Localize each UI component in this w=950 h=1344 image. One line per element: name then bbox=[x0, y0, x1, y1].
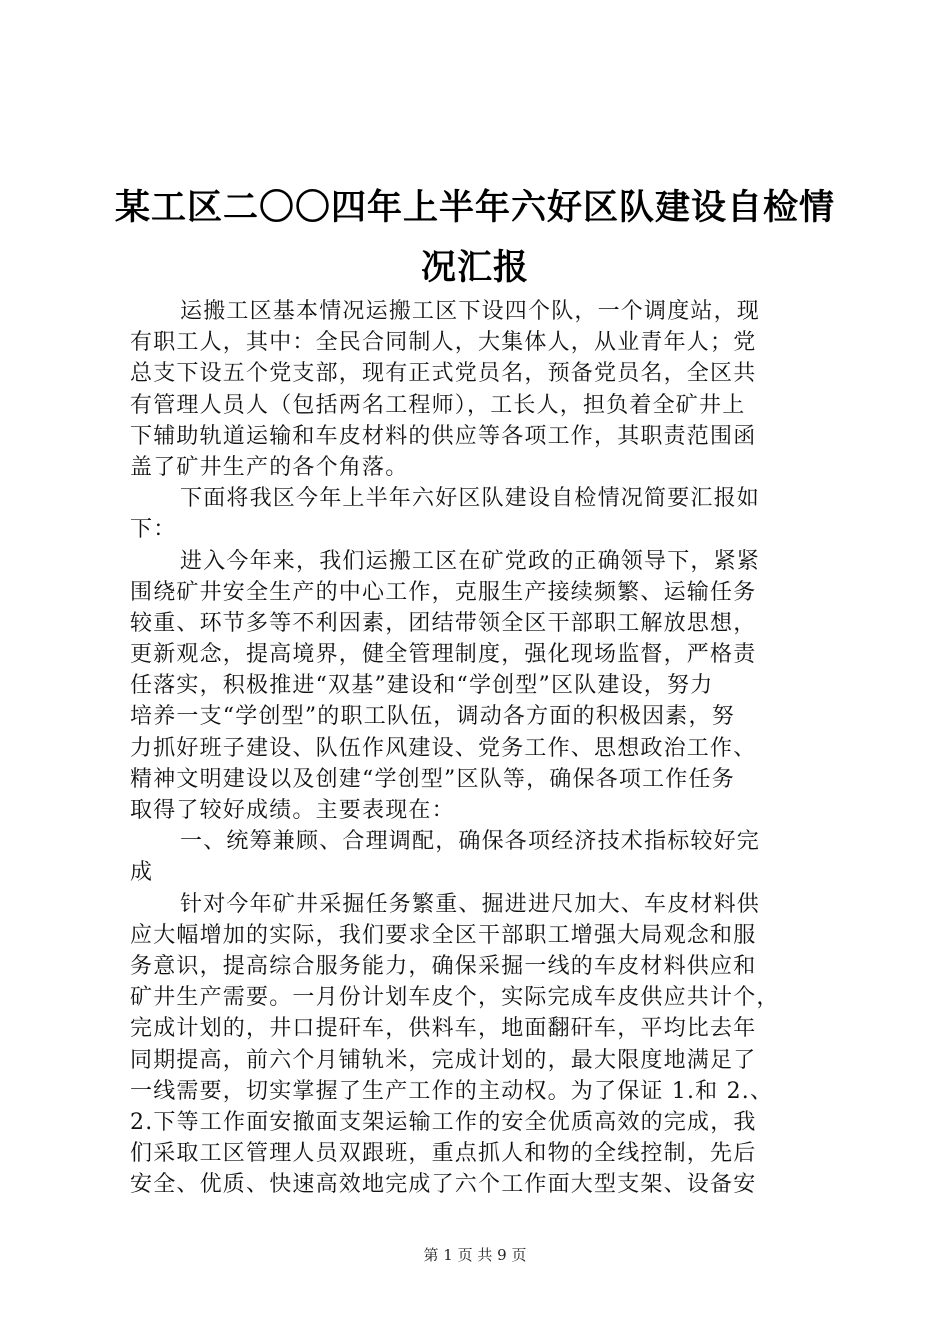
body-line: 一线需要，切实掌握了生产工作的主动权。为了保证 1.和 2.、 bbox=[130, 1078, 774, 1104]
body-line: 取得了较好成绩。主要表现在： bbox=[130, 798, 455, 823]
body-line: 有管理人员人（包括两名工程师），工长人，担负着全矿井上 bbox=[130, 392, 746, 418]
section-heading-continued: 成 bbox=[130, 860, 154, 886]
document-body bbox=[130, 296, 836, 1200]
body-line: 较重、环节多等不利因素，团结带领全区干部职工解放思想， bbox=[130, 610, 757, 636]
body-line: 同期提高，前六个月铺轨米，完成计划的，最大限度地满足了 bbox=[130, 1047, 757, 1073]
body-line: 有职工人，其中：全民合同制人，大集体人，从业青年人；党 bbox=[130, 330, 757, 356]
body-line: 务意识，提高综合服务能力，确保采掘一线的车皮材料供应和 bbox=[130, 953, 757, 979]
body-line: 更新观念，提高境界，健全管理制度，强化现场监督，严格责 bbox=[130, 642, 757, 668]
body-line: 完成计划的，井口提矸车，供料车，地面翻矸车，平均比去年 bbox=[130, 1016, 757, 1042]
body-line: 安全、优质、快速高效地完成了六个工作面大型支架、设备安 bbox=[130, 1172, 757, 1198]
body-line: 培养一支“学创型”的职工队伍，调动各方面的积极因素，努 bbox=[130, 704, 735, 730]
document-title bbox=[100, 178, 850, 298]
body-line: 下： bbox=[130, 517, 177, 543]
body-line: 2.下等工作面安撤面支架运输工作的安全优质高效的完成，我 bbox=[130, 1109, 757, 1135]
section-heading: 一、统筹兼顾、合理调配，确保各项经济技术指标较好完 bbox=[180, 829, 761, 855]
body-line: 针对今年矿井采掘任务繁重、掘进进尺加大、车皮材料供 bbox=[180, 891, 761, 917]
body-line: 任落实，积极推进“双基”建设和“学创型”区队建设，努力 bbox=[130, 673, 714, 699]
page-number-footer: 第 1 页 共 9 页 bbox=[423, 1246, 527, 1264]
body-line: 们采取工区管理人员双跟班，重点抓人和物的全线控制，先后 bbox=[130, 1141, 757, 1167]
body-line: 下辅助轨道运输和车皮材料的供应等各项工作，其职责范围函 bbox=[130, 423, 757, 449]
body-line: 总支下设五个党支部，现有正式党员名，预备党员名，全区共 bbox=[130, 361, 757, 387]
body-line: 精神文明建设以及创建“学创型”区队等，确保各项工作任务 bbox=[130, 766, 735, 792]
body-line: 下面将我区今年上半年六好区队建设自检情况简要汇报如 bbox=[180, 486, 761, 512]
body-line: 进入今年来，我们运搬工区在矿党政的正确领导下，紧紧 bbox=[180, 548, 761, 574]
title-line-1: 某工区二〇〇四年上半年六好区队建设自检情 bbox=[114, 187, 835, 228]
title-line-2: 况汇报 bbox=[420, 247, 529, 288]
body-line: 围绕矿井安全生产的中心工作，克服生产接续频繁、运输任务 bbox=[130, 579, 757, 605]
body-line: 力抓好班子建设、队伍作风建设、党务工作、思想政治工作、 bbox=[130, 735, 757, 761]
body-line: 盖了矿井生产的各个角落。 bbox=[130, 454, 409, 480]
body-line: 运搬工区基本情况运搬工区下设四个队，一个调度站，现 bbox=[180, 299, 761, 324]
body-line: 矿井生产需要。一月份计划车皮个，实际完成车皮供应共计个， bbox=[130, 985, 780, 1011]
body-line: 应大幅增加的实际，我们要求全区干部职工增强大局观念和服 bbox=[130, 922, 757, 948]
